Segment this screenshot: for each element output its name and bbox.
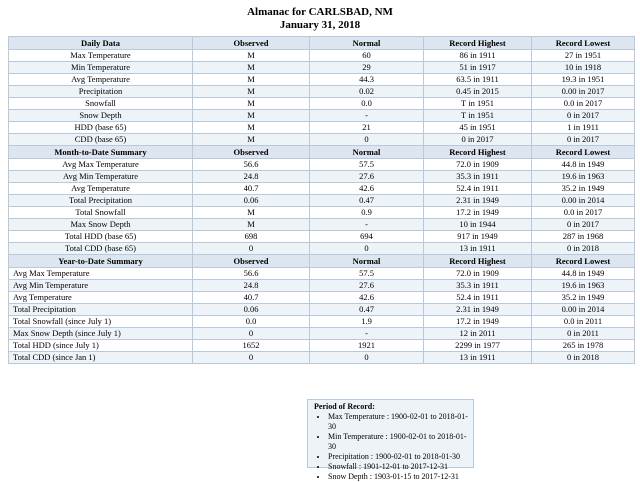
table-cell: 917 in 1949	[424, 231, 532, 243]
table-cell: 19.6 in 1963	[532, 280, 635, 292]
table-cell: 44.3	[310, 74, 424, 86]
table-row	[9, 328, 635, 340]
table-row	[9, 219, 635, 231]
table-cell: 0.0 in 2017	[532, 207, 635, 219]
table-cell: 44.8 in 1949	[532, 268, 635, 280]
table-cell: 0.00 in 2017	[532, 86, 635, 98]
row-label: Avg Temperature	[9, 74, 193, 86]
section-title: Year-to-Date Summary	[9, 255, 193, 268]
section-header-row	[9, 37, 635, 50]
table-row	[9, 207, 635, 219]
period-of-record-list	[312, 412, 469, 482]
table-cell: 40.7	[193, 292, 310, 304]
table-cell: 44.8 in 1949	[532, 159, 635, 171]
table-row	[9, 98, 635, 110]
table-cell: 52.4 in 1911	[424, 292, 532, 304]
table-cell: 24.8	[193, 280, 310, 292]
table-cell: 42.6	[310, 292, 424, 304]
row-label: Precipitation	[9, 86, 193, 98]
column-header: Record Lowest	[532, 37, 635, 50]
row-label: Avg Temperature	[9, 183, 193, 195]
table-cell: 698	[193, 231, 310, 243]
table-cell: 0 in 2017	[532, 219, 635, 231]
table-cell: 0 in 2018	[532, 243, 635, 255]
row-label: Total Snowfall (since July 1)	[9, 316, 193, 328]
table-cell: 51 in 1917	[424, 62, 532, 74]
table-cell: 56.6	[193, 159, 310, 171]
table-cell: 0	[193, 243, 310, 255]
row-label: Total HDD (base 65)	[9, 231, 193, 243]
table-cell: 27.6	[310, 171, 424, 183]
table-cell: 24.8	[193, 171, 310, 183]
row-label: Min Temperature	[9, 62, 193, 74]
table-cell: 0.06	[193, 304, 310, 316]
table-cell: T in 1951	[424, 110, 532, 122]
table-row	[9, 243, 635, 255]
column-header: Record Lowest	[532, 146, 635, 159]
row-label: Avg Max Temperature	[9, 159, 193, 171]
row-label: Avg Max Temperature	[9, 268, 193, 280]
table-row	[9, 86, 635, 98]
table-row	[9, 110, 635, 122]
table-cell: 0	[310, 243, 424, 255]
table-cell: 0.02	[310, 86, 424, 98]
table-cell: -	[310, 110, 424, 122]
section-header-row	[9, 255, 635, 268]
table-cell: 1.9	[310, 316, 424, 328]
table-cell: 2.31 in 1949	[424, 195, 532, 207]
table-cell: 72.0 in 1909	[424, 159, 532, 171]
row-label: Total Snowfall	[9, 207, 193, 219]
table-cell: 42.6	[310, 183, 424, 195]
table-cell: 13 in 1911	[424, 352, 532, 364]
row-label: Max Snow Depth	[9, 219, 193, 231]
table-cell: 12 in 2011	[424, 328, 532, 340]
table-row	[9, 159, 635, 171]
almanac-title: Almanac for CARLSBAD, NM	[247, 6, 393, 18]
table-cell: 13 in 1911	[424, 243, 532, 255]
table-cell: 52.4 in 1911	[424, 183, 532, 195]
table-row	[9, 304, 635, 316]
row-label: Total HDD (since July 1)	[9, 340, 193, 352]
period-of-record-item: • Max Temperature : 1900-02-01 to 2018-01-30	[328, 412, 469, 432]
table-cell: 2.31 in 1949	[424, 304, 532, 316]
table-cell: 35.2 in 1949	[532, 292, 635, 304]
table-cell: 0.00 in 2014	[532, 195, 635, 207]
table-cell: M	[193, 134, 310, 146]
row-label: Avg Min Temperature	[9, 280, 193, 292]
table-row	[9, 122, 635, 134]
table-cell: 0	[193, 328, 310, 340]
table-cell: M	[193, 122, 310, 134]
table-cell: 0 in 2018	[532, 352, 635, 364]
section-header-row	[9, 146, 635, 159]
column-header: Observed	[193, 37, 310, 50]
period-of-record-item: • Min Temperature : 1900-02-01 to 2018-01-30	[328, 432, 469, 452]
row-label: Max Snow Depth (since July 1)	[9, 328, 193, 340]
table-row	[9, 62, 635, 74]
almanac-date: January 31, 2018	[279, 19, 361, 31]
table-cell: 0.9	[310, 207, 424, 219]
table-cell: 35.3 in 1911	[424, 280, 532, 292]
table-cell: 72.0 in 1909	[424, 268, 532, 280]
row-label: Total Precipitation	[9, 195, 193, 207]
table-cell: 1921	[310, 340, 424, 352]
table-cell: 17.2 in 1949	[424, 207, 532, 219]
column-header: Normal	[310, 37, 424, 50]
table-cell: 0.0 in 2011	[532, 316, 635, 328]
row-label: Total CDD (since Jan 1)	[9, 352, 193, 364]
table-cell: 1 in 1911	[532, 122, 635, 134]
period-of-record-box	[307, 399, 474, 481]
table-cell: M	[193, 50, 310, 62]
table-row	[9, 292, 635, 304]
column-header: Normal	[310, 146, 424, 159]
row-label: Avg Min Temperature	[9, 171, 193, 183]
section-title: Daily Data	[9, 37, 193, 50]
table-cell: 287 in 1968	[532, 231, 635, 243]
table-cell: 0 in 2017	[532, 134, 635, 146]
table-cell: 0.47	[310, 304, 424, 316]
table-cell: M	[193, 62, 310, 74]
almanac-table-body	[9, 37, 635, 364]
table-cell: 60	[310, 50, 424, 62]
table-row	[9, 74, 635, 86]
table-row	[9, 340, 635, 352]
column-header: Record Highest	[424, 37, 532, 50]
table-cell: 63.5 in 1911	[424, 74, 532, 86]
table-cell: 0.47	[310, 195, 424, 207]
column-header: Record Lowest	[532, 255, 635, 268]
table-cell: 2299 in 1977	[424, 340, 532, 352]
period-of-record-title: Period of Record:	[314, 402, 375, 411]
table-cell: M	[193, 207, 310, 219]
table-cell: 57.5	[310, 159, 424, 171]
row-label: CDD (base 65)	[9, 134, 193, 146]
table-cell: 1652	[193, 340, 310, 352]
table-cell: 0	[193, 352, 310, 364]
row-label: Snow Depth	[9, 110, 193, 122]
table-cell: 57.5	[310, 268, 424, 280]
table-cell: M	[193, 219, 310, 231]
table-cell: 0 in 2017	[424, 134, 532, 146]
section-title: Month-to-Date Summary	[9, 146, 193, 159]
table-cell: M	[193, 110, 310, 122]
table-cell: 56.6	[193, 268, 310, 280]
table-cell: 45 in 1951	[424, 122, 532, 134]
table-row	[9, 195, 635, 207]
table-cell: 0.0 in 2017	[532, 98, 635, 110]
period-of-record-item: • Snow Depth : 1903-01-15 to 2017-12-31	[328, 472, 469, 482]
table-cell: 17.2 in 1949	[424, 316, 532, 328]
period-of-record-item: • Precipitation : 1900-02-01 to 2018-01-30	[328, 452, 469, 462]
table-row	[9, 50, 635, 62]
table-cell: 86 in 1911	[424, 50, 532, 62]
table-cell: M	[193, 74, 310, 86]
table-row	[9, 280, 635, 292]
table-cell: -	[310, 328, 424, 340]
table-cell: 0 in 2011	[532, 328, 635, 340]
row-label: Total CDD (base 65)	[9, 243, 193, 255]
table-cell: 694	[310, 231, 424, 243]
table-cell: 35.2 in 1949	[532, 183, 635, 195]
table-cell: 21	[310, 122, 424, 134]
column-header: Record Highest	[424, 255, 532, 268]
table-cell: 0	[310, 352, 424, 364]
table-cell: -	[310, 219, 424, 231]
table-cell: 0.0	[310, 98, 424, 110]
period-of-record-item: • Snowfall : 1901-12-01 to 2017-12-31	[328, 462, 469, 472]
table-cell: 0	[310, 134, 424, 146]
almanac-table	[8, 36, 635, 364]
table-cell: 29	[310, 62, 424, 74]
column-header: Observed	[193, 255, 310, 268]
table-cell: 265 in 1978	[532, 340, 635, 352]
table-cell: 0.0	[193, 316, 310, 328]
table-row	[9, 231, 635, 243]
table-row	[9, 316, 635, 328]
row-label: Total Precipitation	[9, 304, 193, 316]
table-cell: 0.06	[193, 195, 310, 207]
table-cell: 10 in 1944	[424, 219, 532, 231]
row-label: Avg Temperature	[9, 292, 193, 304]
column-header: Normal	[310, 255, 424, 268]
table-cell: 0.00 in 2014	[532, 304, 635, 316]
table-row	[9, 268, 635, 280]
column-header: Observed	[193, 146, 310, 159]
table-row	[9, 352, 635, 364]
table-cell: 19.3 in 1951	[532, 74, 635, 86]
column-header: Record Highest	[424, 146, 532, 159]
table-cell: M	[193, 86, 310, 98]
table-cell: 19.6 in 1963	[532, 171, 635, 183]
row-label: HDD (base 65)	[9, 122, 193, 134]
table-cell: 0 in 2017	[532, 110, 635, 122]
table-row	[9, 171, 635, 183]
table-cell: 27 in 1951	[532, 50, 635, 62]
table-cell: 40.7	[193, 183, 310, 195]
table-cell: 10 in 1918	[532, 62, 635, 74]
table-cell: 0.45 in 2015	[424, 86, 532, 98]
table-cell: M	[193, 98, 310, 110]
table-cell: 27.6	[310, 280, 424, 292]
table-cell: T in 1951	[424, 98, 532, 110]
table-row	[9, 134, 635, 146]
table-cell: 35.3 in 1911	[424, 171, 532, 183]
row-label: Max Temperature	[9, 50, 193, 62]
table-row	[9, 183, 635, 195]
row-label: Snowfall	[9, 98, 193, 110]
